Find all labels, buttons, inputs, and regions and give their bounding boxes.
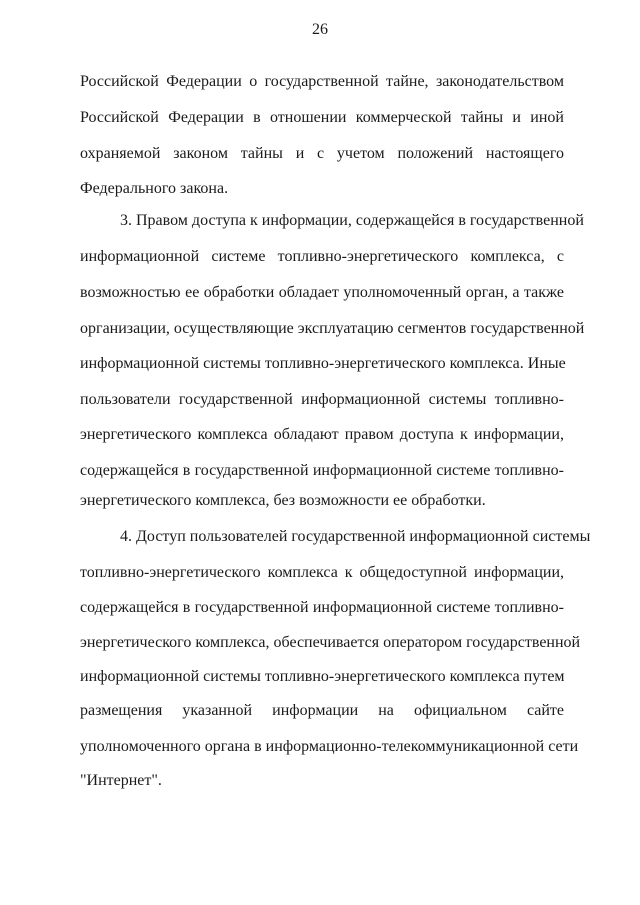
text-line: Российской Федерации в отношении коммерческой тайны и иной bbox=[80, 109, 564, 126]
text-line: пользователи государственной информационной системы топливно- bbox=[80, 391, 564, 408]
text-line: топливно-энергетического комплекса к общедоступной информации, bbox=[80, 564, 564, 581]
text-line: охраняемой законом тайны и с учетом положений настоящего bbox=[80, 145, 564, 162]
text-line: "Интернет". bbox=[80, 772, 162, 789]
text-line: Российской Федерации о государственной тайне, законодательством bbox=[80, 73, 564, 90]
text-line: уполномоченного органа в информационно-телекоммуникационной сети bbox=[80, 738, 579, 755]
text-line: организации, осуществляющие эксплуатацию сегментов государственной bbox=[80, 320, 585, 337]
text-line: размещения указанной информации на официальном сайте bbox=[80, 702, 564, 719]
text-line: информационной системы топливно-энергетического комплекса путем bbox=[80, 668, 565, 685]
text-line: содержащейся в государственной информационной системе топливно- bbox=[80, 462, 564, 479]
text-line: энергетического комплекса, без возможности ее обработки. bbox=[80, 492, 486, 509]
text-line: 3. Правом доступа к информации, содержащейся в государственной bbox=[120, 212, 584, 229]
text-line: энергетического комплекса, обеспечивается оператором государственной bbox=[80, 634, 581, 651]
text-line: возможностью ее обработки обладает уполномоченный орган, а также bbox=[80, 284, 564, 301]
text-line: энергетического комплекса обладают правом доступа к информации, bbox=[80, 426, 564, 443]
text-line: содержащейся в государственной информационной системе топливно- bbox=[80, 599, 564, 616]
text-line: информационной системе топливно-энергетического комплекса, с bbox=[80, 248, 564, 265]
text-line: Федерального закона. bbox=[80, 180, 229, 197]
text-line: информационной системы топливно-энергетического комплекса. Иные bbox=[80, 355, 566, 372]
page-number: 26 bbox=[312, 21, 328, 38]
text-line: 4. Доступ пользователей государственной информационной системы bbox=[120, 528, 591, 545]
